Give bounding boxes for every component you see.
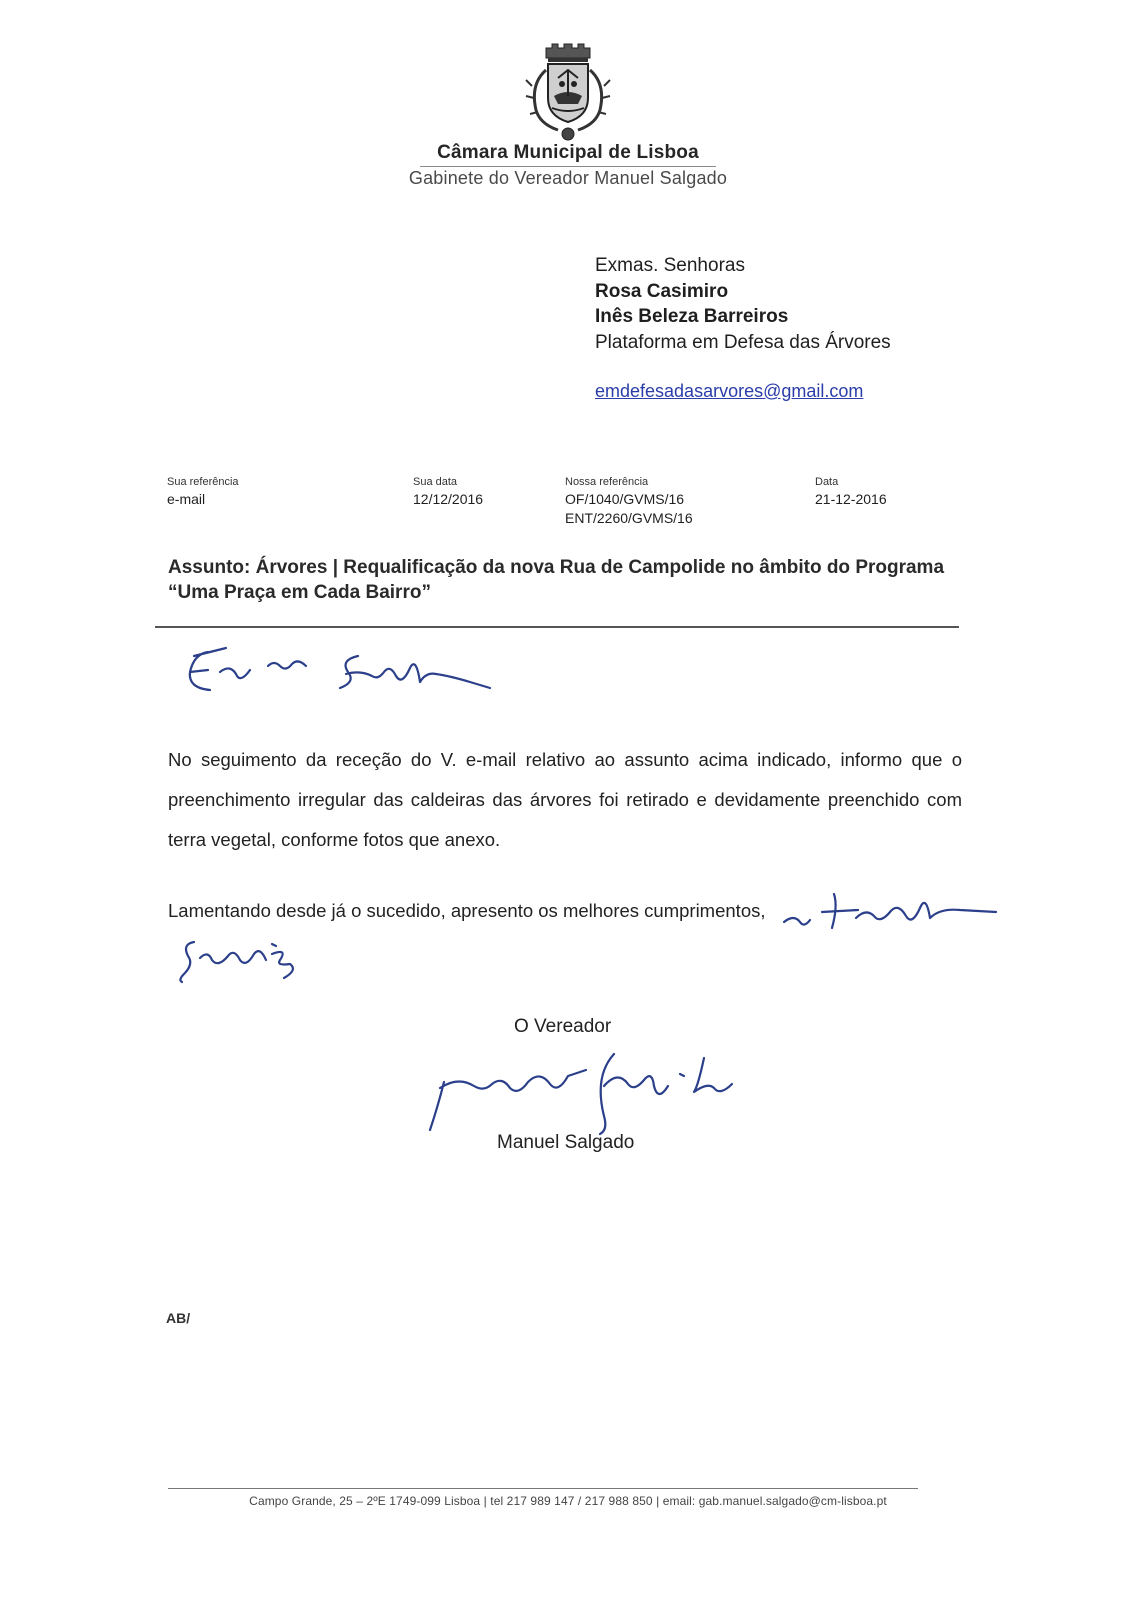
- addressee-salutation: Exmas. Senhoras: [595, 255, 745, 276]
- lisbon-coat-of-arms-icon: [518, 40, 618, 142]
- handwritten-signature: [418, 1046, 738, 1136]
- ref-label-nossa-referencia: Nossa referência: [565, 476, 649, 488]
- handwritten-closing-2: [172, 930, 312, 984]
- subject-line-1: Assunto: Árvores | Requalificação da nova Rua de Campolide no âmbito do Programa: [168, 557, 945, 578]
- body-paragraph: No seguimento da receção do V. e-mail relativo ao assunto acima indicado, informo que o preenchimento irregular das caldeiras das árvores foi retirado e devidamente preenchido com terra vegetal, conforme fotos que anexo.: [168, 749, 962, 850]
- ref-value-data: 21-12-2016: [815, 491, 887, 507]
- ref-label-data: Data: [815, 476, 839, 488]
- handwritten-closing-1: [770, 878, 1010, 938]
- ref-value-nossa-referencia-1: OF/1040/GVMS/16: [565, 491, 685, 507]
- handwritten-greeting: [180, 642, 500, 702]
- ref-value-nossa-referencia-2: ENT/2260/GVMS/16: [565, 510, 693, 526]
- subject-divider: [155, 626, 959, 628]
- signature-name: Manuel Salgado: [497, 1132, 635, 1153]
- addressee-organization: Plataforma em Defesa das Árvores: [595, 332, 891, 353]
- ref-value-sua-referencia: e-mail: [167, 491, 206, 507]
- subject-line-2: “Uma Praça em Cada Bairro”: [168, 582, 431, 603]
- closing-sentence: Lamentando desde já o sucedido, apresento os melhores cumprimentos,: [168, 900, 766, 921]
- addressee-name-1: Rosa Casimiro: [595, 281, 729, 302]
- author-initials: AB/: [166, 1310, 191, 1326]
- office-name: Gabinete do Vereador Manuel Salgado: [408, 168, 728, 188]
- organization-name: Câmara Municipal de Lisboa: [437, 142, 699, 163]
- ref-label-sua-referencia: Sua referência: [167, 476, 239, 488]
- ref-value-sua-data: 12/12/2016: [413, 491, 484, 507]
- footer-contacts: Campo Grande, 25 – 2ºE 1749-099 Lisboa | tel 217 989 147 / 217 988 850 | email: gab.manuel.salgado@cm-lisboa.pt: [249, 1494, 887, 1508]
- header-divider: [420, 166, 716, 167]
- signature-title: O Vereador: [514, 1016, 612, 1037]
- footer-divider: [168, 1488, 918, 1489]
- addressee-name-2: Inês Beleza Barreiros: [595, 306, 789, 327]
- subject: [168, 555, 958, 605]
- addressee-email-link[interactable]: emdefesadasarvores@gmail.com: [595, 381, 864, 401]
- ref-label-sua-data: Sua data: [413, 476, 458, 488]
